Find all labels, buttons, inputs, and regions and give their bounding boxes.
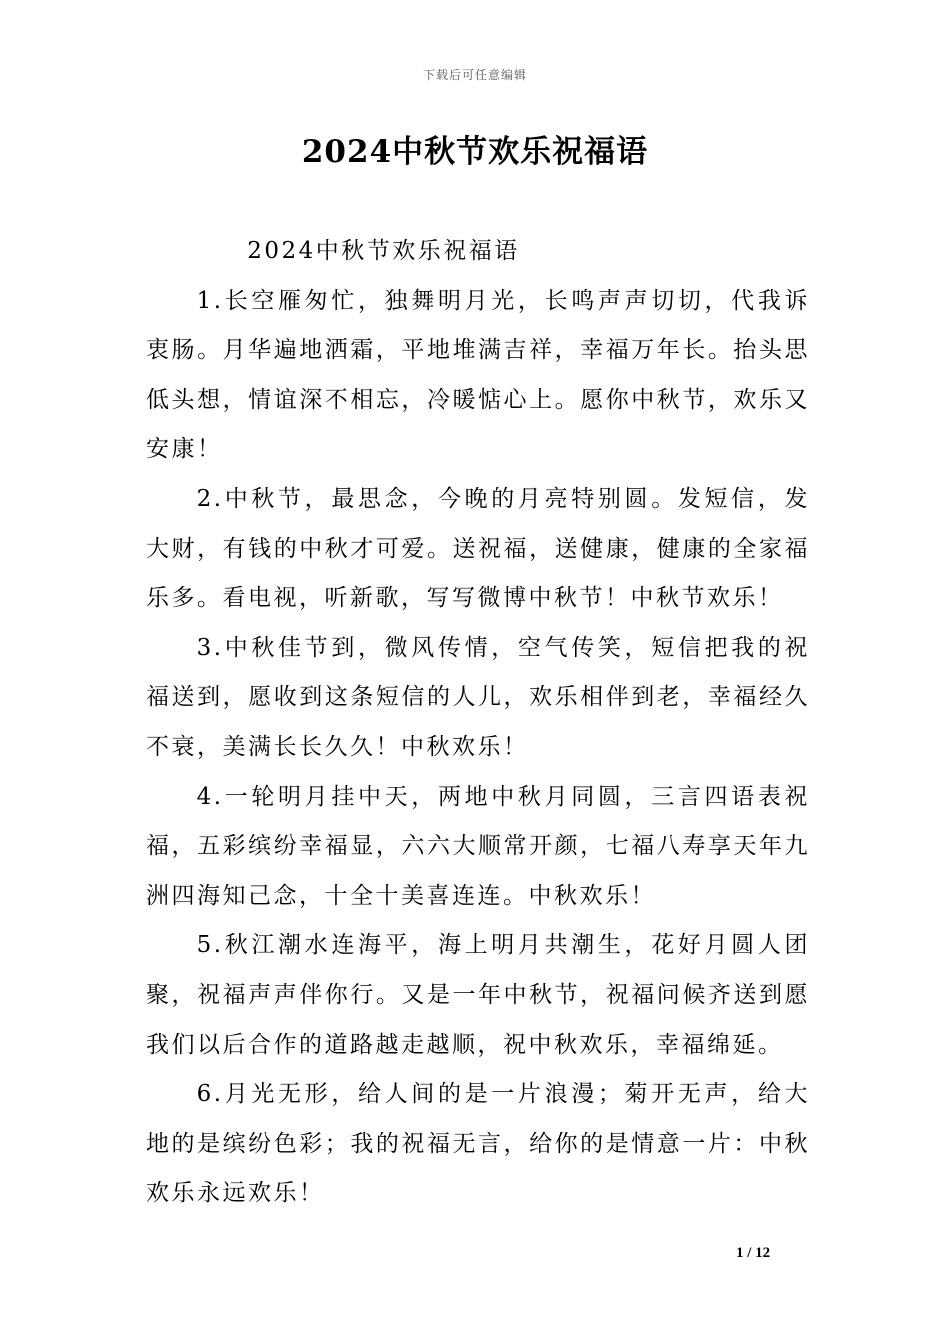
header-note: 下载后可任意编辑 — [422, 68, 527, 82]
paragraph-3: 3.中秋佳节到，微风传情，空气传笑，短信把我的祝福送到，愿收到这条短信的人儿，欢乐相伴到老，幸福经久不衰，美满长长久久！中秋欢乐！ — [146, 634, 810, 760]
document-body — [146, 227, 810, 1219]
page-number: 1 / 12 — [736, 1245, 771, 1261]
page-title: 2024中秋节欢乐祝福语 — [301, 134, 649, 170]
body-subtitle: 2024中秋节欢乐祝福语 — [247, 238, 520, 264]
paragraph-1: 1.长空雁匆忙，独舞明月光，长鸣声声切切，代我诉衷肠。月华遍地洒霜，平地堆满吉祥，幸福万年长。抬头思低头想，情谊深不相忘，冷暖惦心上。愿你中秋节，欢乐又安康！ — [146, 287, 810, 463]
paragraph-2: 2.中秋节，最思念，今晚的月亮特别圆。发短信，发大财，有钱的中秋才可爱。送祝福，送健康，健康的全家福乐多。看电视，听新歌，写写微博中秋节！中秋节欢乐！ — [146, 485, 810, 612]
paragraph-4: 4.一轮明月挂中天，两地中秋月同圆，三言四语表祝福，五彩缤纷幸福显，六六大顺常开颜，七福八寿享天年九洲四海知己念，十全十美喜连连。中秋欢乐！ — [146, 783, 810, 909]
paragraph-6: 6.月光无形，给人间的是一片浪漫；菊开无声，给大地的是缤纷色彩；我的祝福无言，给你的是情意一片：中秋欢乐永远欢乐！ — [146, 1081, 810, 1207]
paragraph-5: 5.秋江潮水连海平，海上明月共潮生，花好月圆人团聚，祝福声声伴你行。又是一年中秋节，祝福问候齐送到愿我们以后合作的道路越走越顺，祝中秋欢乐，幸福绵延。 — [146, 932, 810, 1058]
